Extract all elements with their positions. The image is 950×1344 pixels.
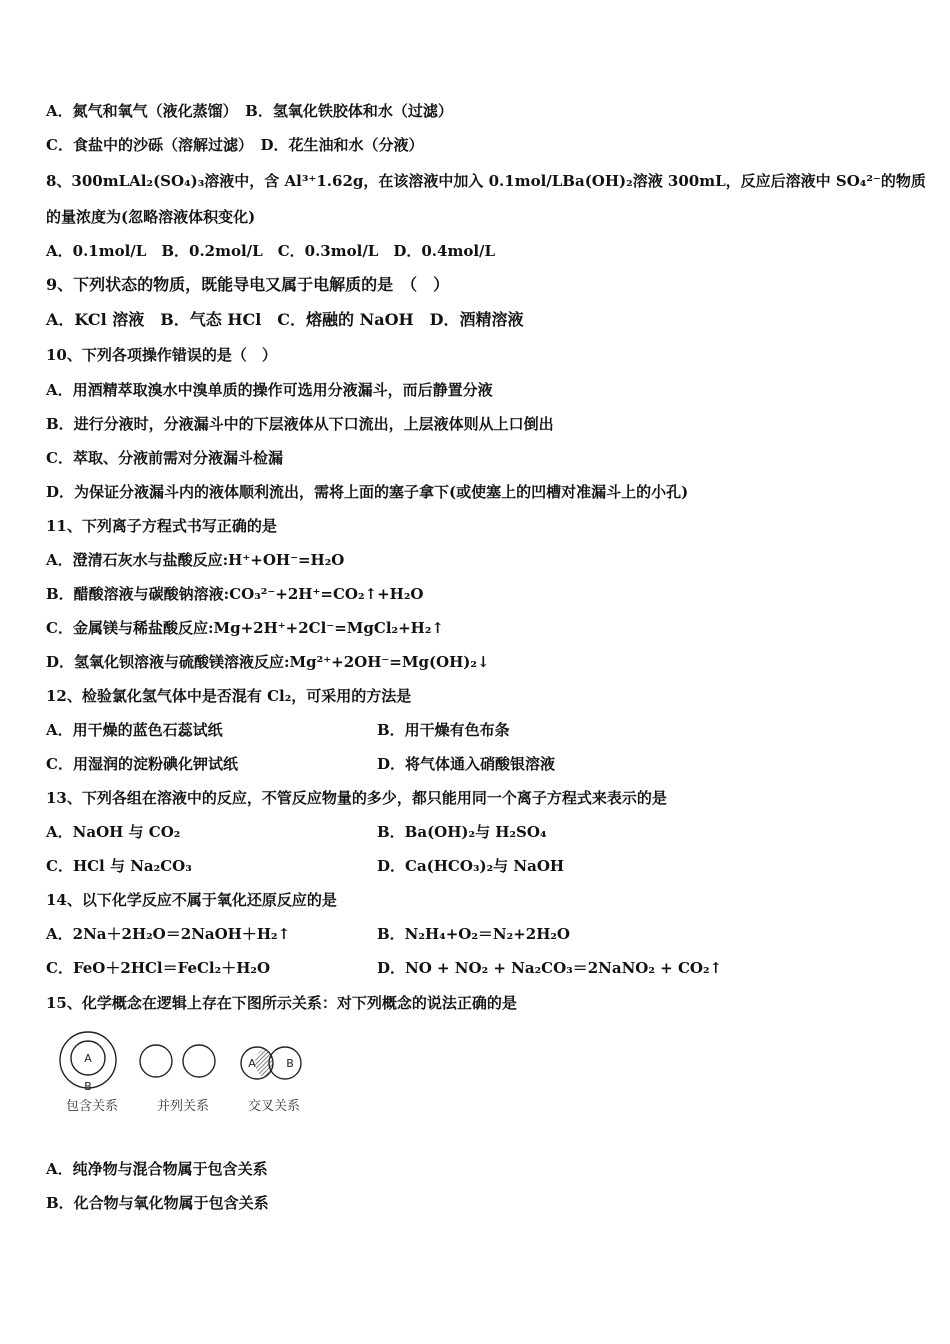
q10-option-a: A．用酒精萃取溴水中溴单质的操作可选用分液漏斗，而后静置分液 [46, 381, 493, 399]
q10-option-c: C．萃取、分液前需对分液漏斗检漏 [46, 449, 283, 467]
q13-stem: 13、下列各组在溶液中的反应，不管反应物量的多少，都只能用同一个离子方程式来表示的是 [46, 789, 667, 807]
q10-option-b: B．进行分液时，分液漏斗中的下层液体从下口流出，上层液体则从上口倒出 [46, 415, 554, 433]
cross-letter-a: A [248, 1057, 256, 1070]
relationship-diagram [52, 1030, 322, 1120]
q12-option-d: D．将气体通入硝酸银溶液 [377, 755, 556, 773]
parallel-relation-icon [140, 1045, 215, 1077]
q14-option-c: C．FeO＋2HCl＝FeCl₂＋H₂O [46, 959, 271, 977]
q14-option-b: B．N₂H₄+O₂＝N₂+2H₂O [377, 925, 571, 943]
q7-options-line1: A．氮气和氧气（液化蒸馏） B．氢氧化铁胶体和水（过滤） [46, 102, 453, 120]
q8-options: A．0.1mol/L B．0.2mol/L C．0.3mol/L D．0.4mol/L [46, 242, 496, 260]
q14-option-d: D．NO + NO₂ + Na₂CO₃＝2NaNO₂ + CO₂↑ [377, 959, 723, 977]
q15-option-b: B．化合物与氧化物属于包含关系 [46, 1194, 269, 1212]
cross-letter-b: B [286, 1057, 294, 1070]
q13-option-a: A．NaOH 与 CO₂ [46, 823, 181, 841]
q12-option-a: A．用干燥的蓝色石蕊试纸 [46, 721, 223, 739]
q10-option-d: D．为保证分液漏斗内的液体顺利流出，需将上面的塞子拿下(或使塞上的凹槽对准漏斗上的小孔) [46, 483, 689, 501]
cross-label: 交叉关系 [247, 1099, 301, 1114]
q15-stem: 15、化学概念在逻辑上存在下图所示关系：对下列概念的说法正确的是 [46, 994, 517, 1012]
q12-option-c: C．用湿润的淀粉碘化钾试纸 [46, 755, 238, 773]
q8-stem-line2: 的量浓度为(忽略溶液体积变化) [46, 208, 256, 226]
q14-stem: 14、以下化学反应不属于氧化还原反应的是 [46, 891, 337, 909]
relationship-diagram-svg [52, 1030, 322, 1120]
q13-option-b: B．Ba(OH)₂与 H₂SO₄ [377, 823, 547, 841]
q12-stem: 12、检验氯化氢气体中是否混有 Cl₂，可采用的方法是 [46, 687, 412, 705]
q11-option-a: A．澄清石灰水与盐酸反应:H⁺+OH⁻=H₂O [46, 551, 345, 569]
q11-option-d: D．氢氧化钡溶液与硫酸镁溶液反应:Mg²⁺+2OH⁻=Mg(OH)₂↓ [46, 653, 490, 671]
q11-option-c: C．金属镁与稀盐酸反应:Mg+2H⁺+2Cl⁻=MgCl₂+H₂↑ [46, 619, 444, 637]
contain-letter-a: A [84, 1052, 92, 1065]
parallel-label: 并列关系 [156, 1099, 210, 1114]
q12-option-b: B．用干燥有色布条 [377, 721, 510, 739]
q13-option-c: C．HCl 与 Na₂CO₃ [46, 857, 192, 875]
contain-label: 包含关系 [65, 1099, 119, 1114]
q9-stem: 9、下列状态的物质，既能导电又属于电解质的是 （ ） [46, 275, 450, 294]
q15-option-a: A．纯净物与混合物属于包含关系 [46, 1160, 268, 1178]
q9-options: A．KCl 溶液 B．气态 HCl C．熔融的 NaOH D．酒精溶液 [46, 310, 524, 329]
q11-option-b: B．醋酸溶液与碳酸钠溶液:CO₃²⁻+2H⁺=CO₂↑+H₂O [46, 585, 424, 603]
contain-letter-b: B [84, 1080, 92, 1093]
q13-option-d: D．Ca(HCO₃)₂与 NaOH [377, 857, 565, 875]
q10-stem: 10、下列各项操作错误的是（ ） [46, 346, 277, 364]
q14-option-a: A．2Na＋2H₂O＝2NaOH＋H₂↑ [46, 925, 291, 943]
contain-relation-icon [60, 1032, 116, 1093]
q8-stem-line1: 8、300mLAl₂(SO₄)₃溶液中，含 Al³⁺1.62g，在该溶液中加入 0.1mol/LBa(OH)₂溶液 300mL，反应后溶液中 SO₄²⁻的物质 [46, 172, 926, 190]
q7-options-line2: C．食盐中的沙砾（溶解过滤） D．花生油和水（分液） [46, 136, 424, 154]
q11-stem: 11、下列离子方程式书写正确的是 [46, 517, 277, 535]
cross-relation-icon [241, 1047, 301, 1079]
